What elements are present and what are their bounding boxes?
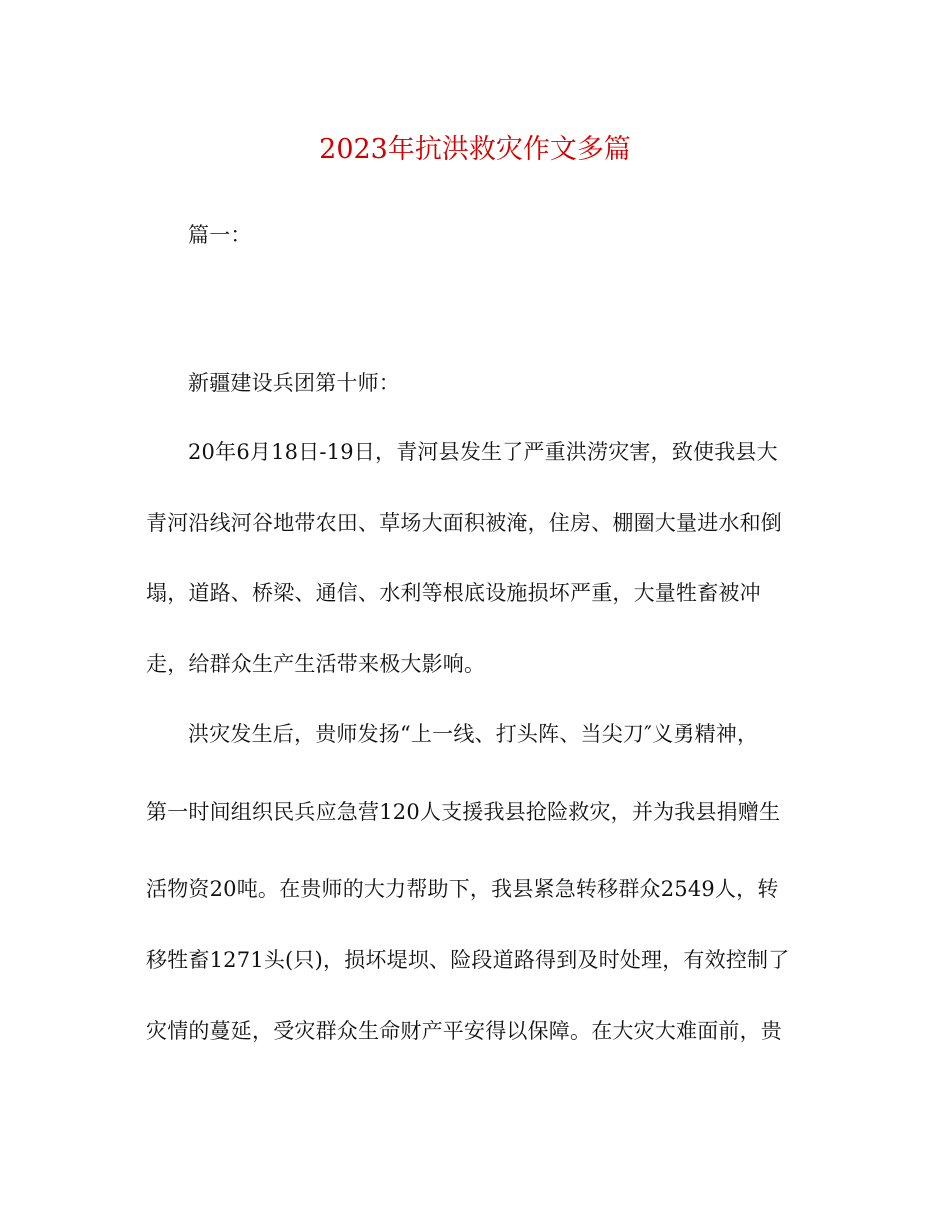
- paragraph-1-line-2: 青河沿线河谷地带农田、草场大面积被淹，住房、棚圈大量进水和倒: [146, 511, 782, 535]
- paragraph-1-line-1: 20年6月18日-19日，青河县发生了严重洪涝灾害，致使我县大: [188, 440, 778, 464]
- paragraph-2-line-5: 灾情的蔓延，受灾群众生命财产平安得以保障。在大灾大难面前，贵: [146, 1019, 782, 1043]
- paragraph-2-line-1: 洪灾发生后，贵师发扬“上一线、打头阵、当尖刀″义勇精神，: [188, 722, 759, 746]
- paragraph-2-line-2: 第一时间组织民兵应急营120人支援我县抢险救灾，并为我县捐赠生: [146, 800, 781, 824]
- section-label: 篇一：: [188, 223, 252, 247]
- salutation: 新疆建设兵团第十师：: [188, 371, 400, 395]
- paragraph-1-line-4: 走，给群众生产生活带来极大影响。: [146, 652, 486, 676]
- paragraph-1-line-3: 塌，道路、桥梁、通信、水利等根底设施损坏严重，大量牲畜被冲: [146, 581, 761, 605]
- paragraph-2-line-4: 移牲畜1271头(只)，损坏堤坝、险段道路得到及时处理，有效控制了: [146, 948, 790, 972]
- paragraph-2-line-3: 活物资20吨。在贵师的大力帮助下，我县紧急转移群众2549人，转: [146, 877, 779, 901]
- document-title: 2023年抗洪救灾作文多篇: [319, 134, 631, 165]
